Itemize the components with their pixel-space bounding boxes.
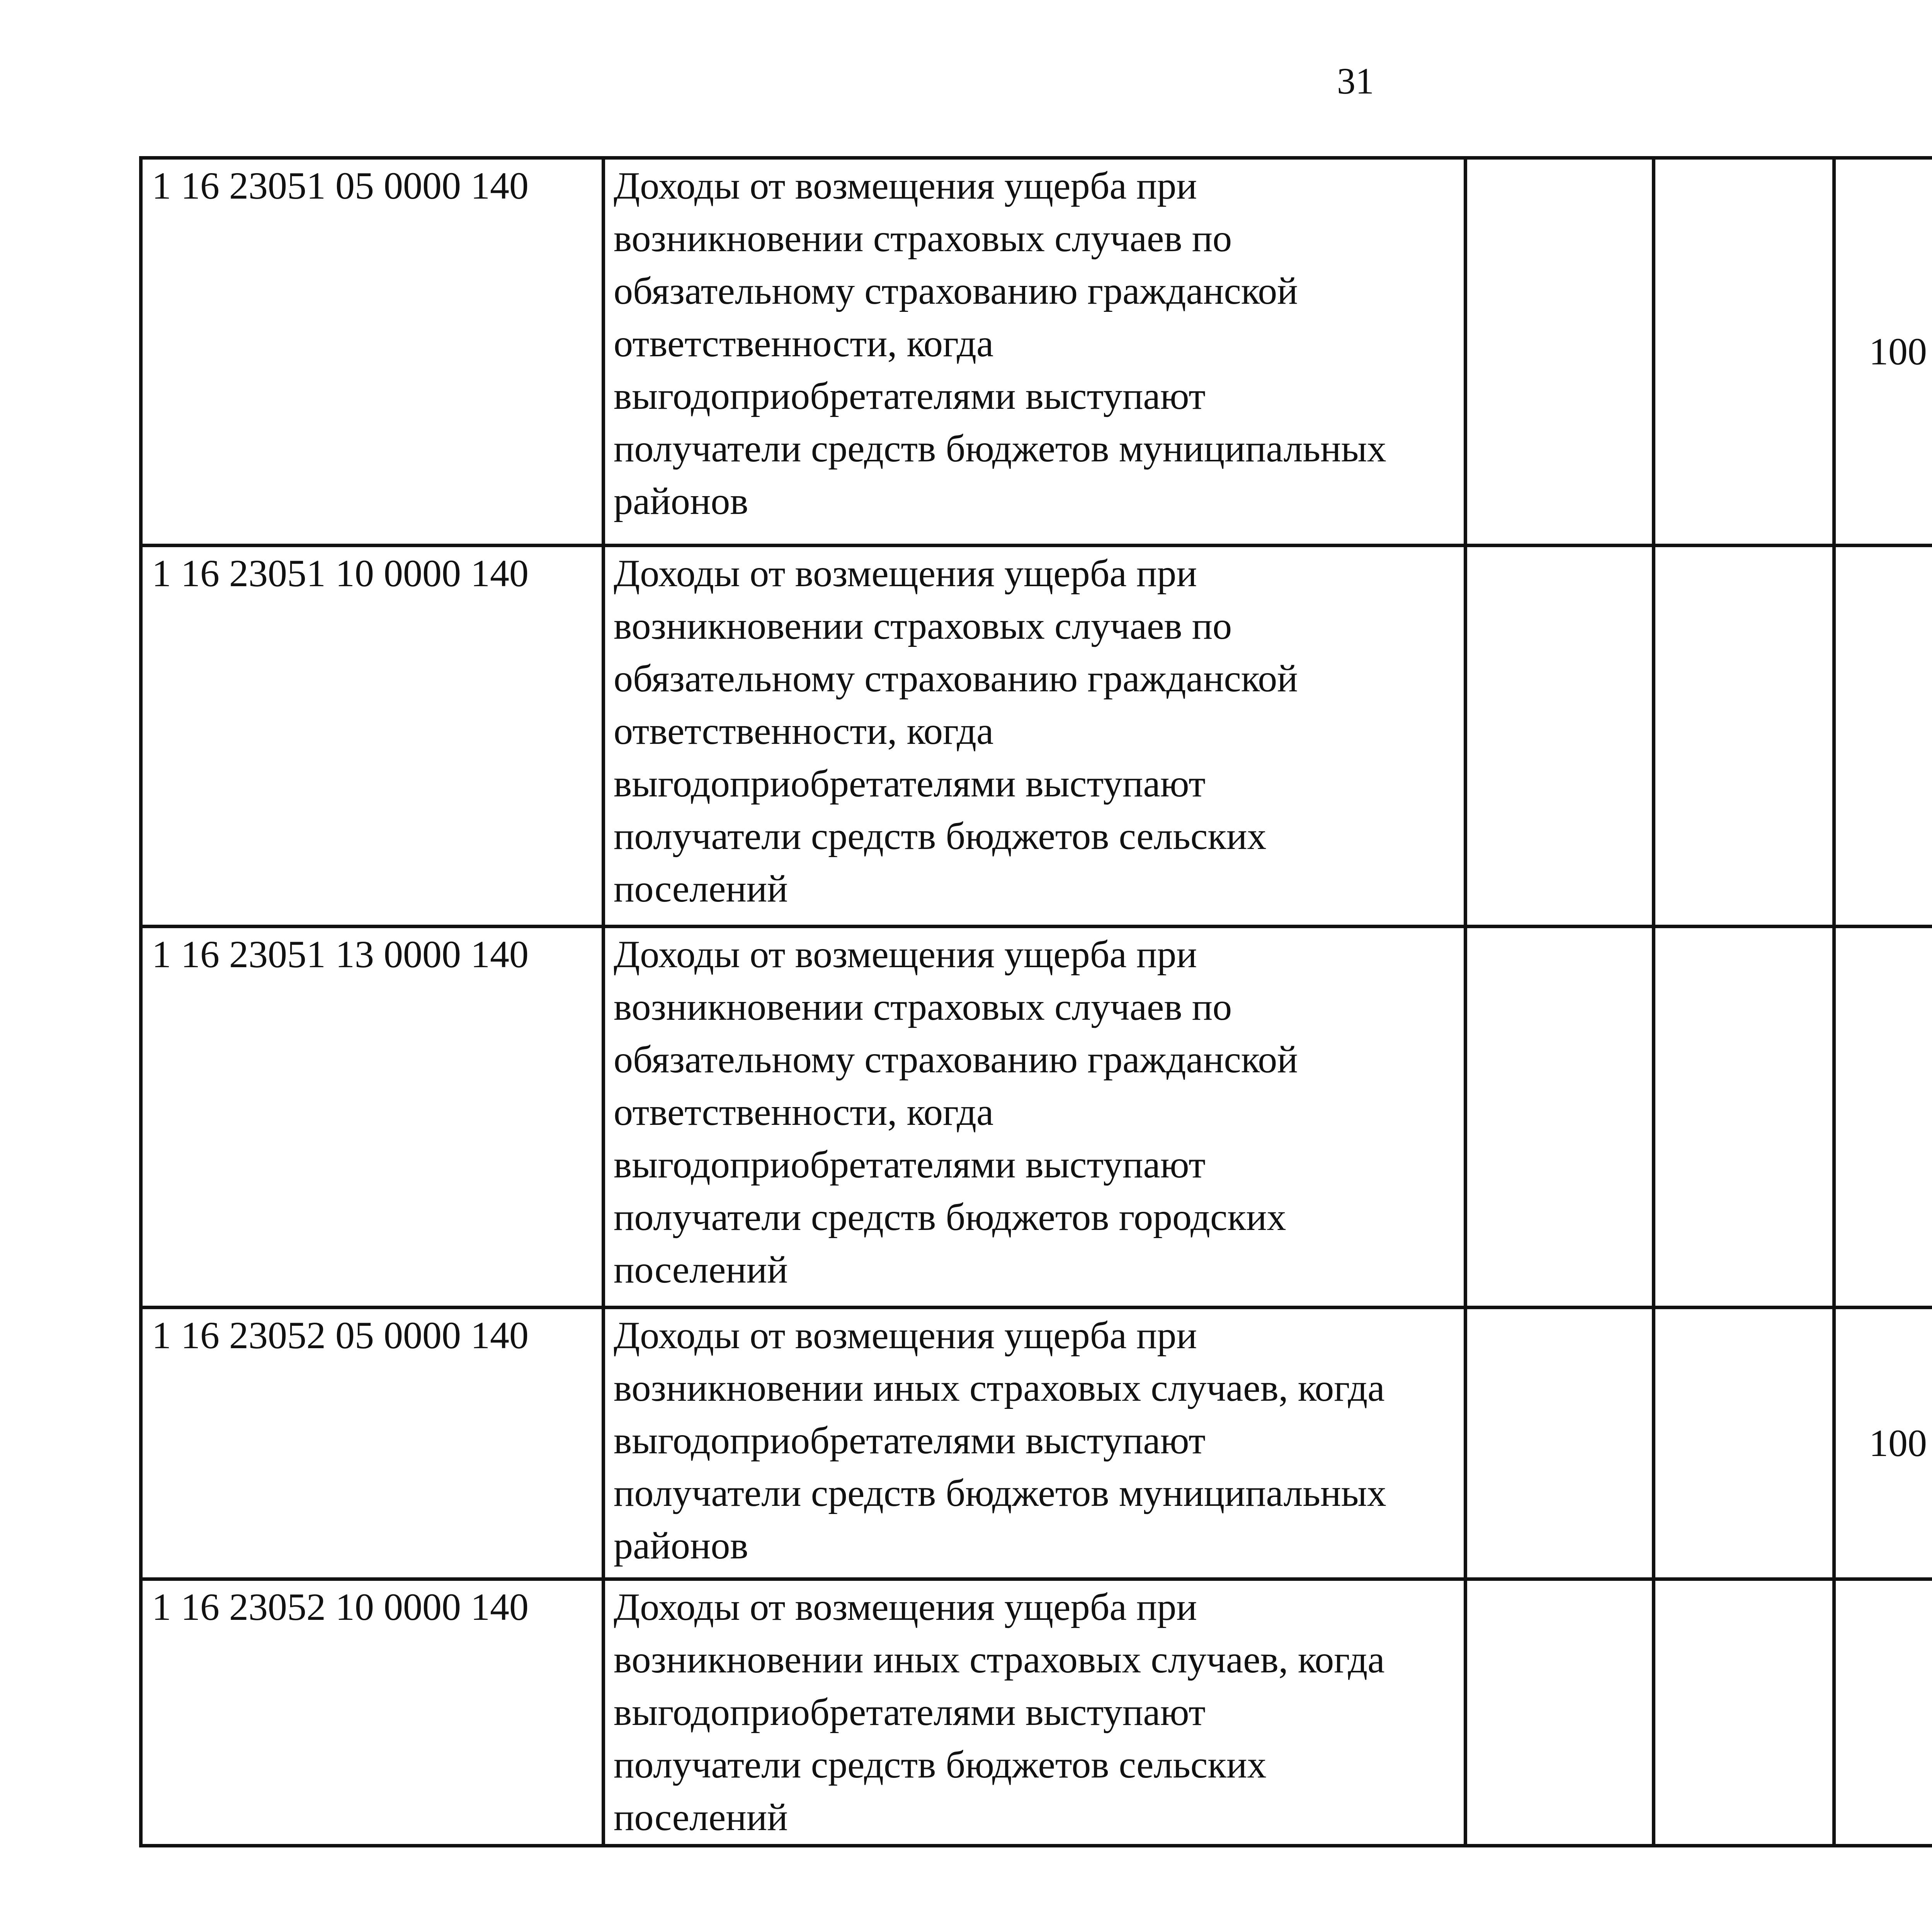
column-4-cell — [1654, 927, 1834, 1308]
column-3-cell — [1466, 546, 1654, 927]
table-row — [141, 1579, 1932, 1846]
revenue-description-cell: Доходы от возмещения ущерба при возникновении иных страховых случаев, когда выгодоприобретателями выступают получатели средств бюджетов сельских поселений — [604, 1579, 1466, 1846]
column-4-cell — [1654, 158, 1834, 546]
revenue-description-cell: Доходы от возмещения ущерба при возникновении страховых случаев по обязательному страхованию гражданской ответственности, когда выгодоприобретателями выступают получатели средств бюджетов городских поселений — [604, 927, 1466, 1308]
table-row — [141, 1308, 1932, 1579]
table-row — [141, 927, 1932, 1308]
column-5-cell: 100 — [1834, 158, 1932, 546]
revenue-code-cell: 1 16 23051 13 0000 140 — [141, 927, 604, 1308]
column-3-cell — [1466, 1308, 1654, 1579]
column-5-cell — [1834, 1579, 1932, 1846]
revenue-description-cell: Доходы от возмещения ущерба при возникновении страховых случаев по обязательному страхованию гражданской ответственности, когда выгодоприобретателями выступают получатели средств бюджетов сельских поселений — [604, 546, 1466, 927]
revenue-code-cell: 1 16 23052 05 0000 140 — [141, 1308, 604, 1579]
column-4-cell — [1654, 546, 1834, 927]
revenue-code-cell: 1 16 23052 10 0000 140 — [141, 1579, 604, 1846]
table-row — [141, 546, 1932, 927]
column-3-cell — [1466, 927, 1654, 1308]
column-4-cell — [1654, 1308, 1834, 1579]
column-5-cell — [1834, 546, 1932, 927]
column-3-cell — [1466, 1579, 1654, 1846]
column-5-cell — [1834, 927, 1932, 1308]
column-5-cell: 100 — [1834, 1308, 1932, 1579]
column-3-cell — [1466, 158, 1654, 546]
revenue-description-cell: Доходы от возмещения ущерба при возникновении страховых случаев по обязательному страхованию гражданской ответственности, когда выгодоприобретателями выступают получатели средств бюджетов муниципальных районов — [604, 158, 1466, 546]
revenue-code-cell: 1 16 23051 10 0000 140 — [141, 546, 604, 927]
page-number: 31 — [1337, 60, 1374, 102]
column-4-cell — [1654, 1579, 1834, 1846]
table-row — [141, 158, 1932, 546]
revenue-code-cell: 1 16 23051 05 0000 140 — [141, 158, 604, 546]
revenue-description-cell: Доходы от возмещения ущерба при возникновении иных страховых случаев, когда выгодоприобретателями выступают получатели средств бюджетов муниципальных районов — [604, 1308, 1466, 1579]
revenue-distribution-table — [139, 156, 1932, 1847]
